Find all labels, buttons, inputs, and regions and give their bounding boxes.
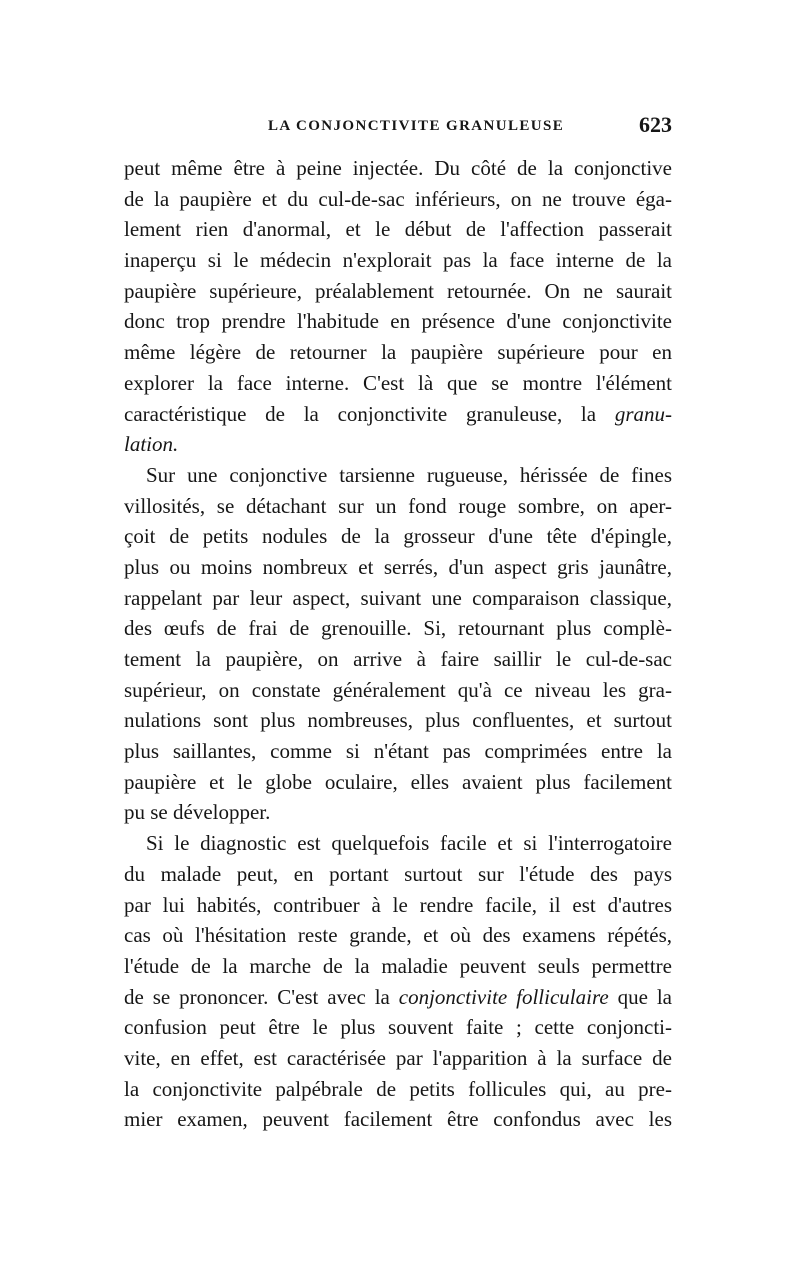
text-line [124, 429, 672, 460]
italic-term: lation. [124, 432, 179, 457]
italic-term: conjonctivite folliculaire [398, 984, 609, 1009]
text-line: paupière et le globe oculaire, elles avaient plus facilement [124, 769, 672, 794]
text-segment: de se prononcer. C'est avec la [124, 984, 399, 1009]
text-line: rappelant par leur aspect, suivant une comparaison classique, [124, 585, 672, 610]
text-line: supérieur, on constate généralement qu'à ce niveau les gra- [124, 677, 672, 702]
text-line: inaperçu si le médecin n'explorait pas la face interne de la [124, 248, 672, 273]
text-line: même légère de retourner la paupière supérieure pour en [124, 340, 672, 365]
text-line: des œufs de frai de grenouille. Si, retournant plus complè- [124, 616, 672, 641]
text-line: explorer la face interne. C'est là que se montre l'élément [124, 370, 672, 395]
text-line [124, 982, 672, 1013]
text-line: par lui habités, contribuer à le rendre facile, il est d'autres [124, 892, 672, 917]
text-line: villosités, se détachant sur un fond rouge sombre, on aper- [124, 493, 672, 518]
running-title: LA CONJONCTIVITE GRANULEUSE [268, 118, 565, 134]
text-line: Sur une conjonctive tarsienne rugueuse, hérissée de fines [146, 462, 672, 487]
page-number: 623 [639, 112, 672, 137]
text-line: l'étude de la marche de la maladie peuvent seuls permettre [124, 953, 672, 978]
running-header [124, 112, 672, 142]
italic-term: granu- [614, 401, 672, 426]
text-line: la conjonctivite palpébrale de petits follicules qui, au pre- [124, 1076, 672, 1101]
text-line [124, 399, 672, 430]
text-line: du malade peut, en portant surtout sur l'étude des pays [124, 861, 672, 886]
text-line: tement la paupière, on arrive à faire saillir le cul-de-sac [124, 647, 672, 671]
text-line: confusion peut être le plus souvent faite ; cette conjoncti- [124, 1015, 672, 1040]
text-line: mier examen, peuvent facilement être confondus avec les [124, 1107, 672, 1132]
text-line: cas où l'hésitation reste grande, et où des examens répétés, [124, 923, 672, 948]
text-segment: caractéristique de la conjonctivite granuleuse, la [124, 401, 615, 426]
text-segment: que la [608, 984, 672, 1009]
text-line: Si le diagnostic est quelquefois facile et si l'interrogatoire [146, 831, 672, 856]
text-line: paupière supérieure, préalablement retournée. On ne saurait [124, 278, 672, 303]
text-line: vite, en effet, est caractérisée par l'apparition à la surface de [124, 1045, 672, 1070]
text-line: peut même être à peine injectée. Du côté de la conjonctive [124, 156, 672, 180]
text-line: nulations sont plus nombreuses, plus confluentes, et surtout [124, 708, 672, 733]
text-line: donc trop prendre l'habitude en présence d'une conjonctivite [124, 309, 672, 334]
text-line: lement rien d'anormal, et le début de l'affection passerait [124, 217, 672, 242]
text-line: de la paupière et du cul-de-sac inférieurs, on ne trouve éga- [124, 186, 672, 211]
text-line: pu se développer. [124, 800, 271, 825]
text-line: çoit de petits nodules de la grosseur d'une tête d'épingle, [124, 524, 672, 549]
text-line: plus ou moins nombreux et serrés, d'un aspect gris jaunâtre, [124, 554, 672, 579]
body-text [124, 153, 672, 1135]
text-line: plus saillantes, comme si n'étant pas comprimées entre la [124, 739, 672, 764]
